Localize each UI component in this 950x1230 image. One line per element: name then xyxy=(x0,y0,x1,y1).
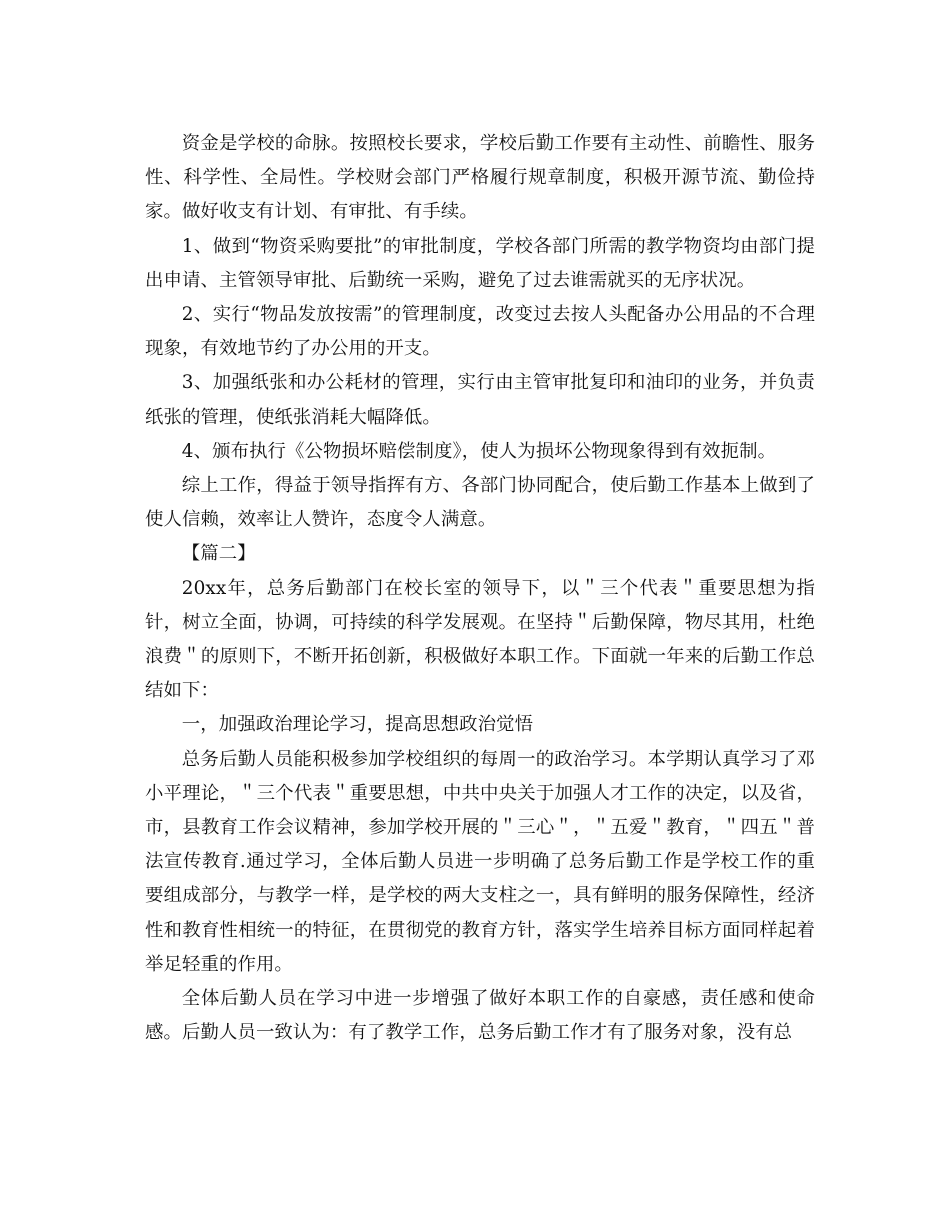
paragraph-funding: 资金是学校的命脉。按照校长要求，学校后勤工作要有主动性、前瞻性、服务性、科学性、全局性。学校财会部门严格履行规章制度，积极开源节流、勤俭持家。做好收支有计划、有审批、有手续。 xyxy=(145,133,815,223)
paragraph-item-2: 2、实行“物品发放按需”的管理制度，改变过去按人头配备办公用品的不合理现象，有效地节约了办公用的开支。 xyxy=(145,304,815,360)
subheading-political-study: 一，加强政治理论学习，提高思想政治觉悟 xyxy=(181,714,534,736)
paragraph-item-3: 3、加强纸张和办公耗材的管理，实行由主管审批复印和油印的业务，并负责纸张的管理，使纸张消耗大幅降低。 xyxy=(145,372,815,428)
paragraph-intro: 20xx年，总务后勤部门在校长室的领导下，以＂三个代表＂重要思想为指针，树立全面，协调，可持续的科学发展观。在坚持＂后勤保障，物尽其用，杜绝浪费＂的原则下，不断开拓创新，积极做好本职工作。下面就一年来的后勤工作总结如下： xyxy=(145,577,815,702)
paragraph-summary: 综上工作，得益于领导指挥有方、各部门协同配合，使后勤工作基本上做到了使人信赖，效率让人赞许，态度令人满意。 xyxy=(145,475,815,531)
section-heading: 【篇二】 xyxy=(181,543,256,565)
paragraph-political-study: 总务后勤人员能积极参加学校组织的每周一的政治学习。本学期认真学习了邓小平理论，＂三个代表＂重要思想，中共中央关于加强人才工作的决定，以及省，市，县教育工作会议精神，参加学校开展的＂三心＂，＂五爱＂教育，＂四五＂普法宣传教育.通过学习，全体后勤人员进一步明确了总务后勤工作是学校工作的重要组成部分，与教学一样，是学校的两大支柱之一，具有鲜明的服务保障性，经济性和教育性相统一的特征，在贯彻党的教育方针，落实学生培养目标方面同样起着举足轻重的作用。 xyxy=(145,748,815,975)
paragraph-item-4: 4、颁布执行《公物损坏赔偿制度》，使人为损坏公物现象得到有效扼制。 xyxy=(181,440,777,462)
paragraph-item-1: 1、做到“物资采购要批”的审批制度，学校各部门所需的教学物资均由部门提出申请、主管领导审批、后勤统一采购，避免了过去谁需就买的无序状况。 xyxy=(145,235,815,291)
document-body xyxy=(145,127,815,1050)
paragraph-responsibility: 全体后勤人员在学习中进一步增强了做好本职工作的自豪感，责任感和使命感。后勤人员一致认为：有了教学工作，总务后勤工作才有了服务对象，没有总 xyxy=(145,988,815,1044)
